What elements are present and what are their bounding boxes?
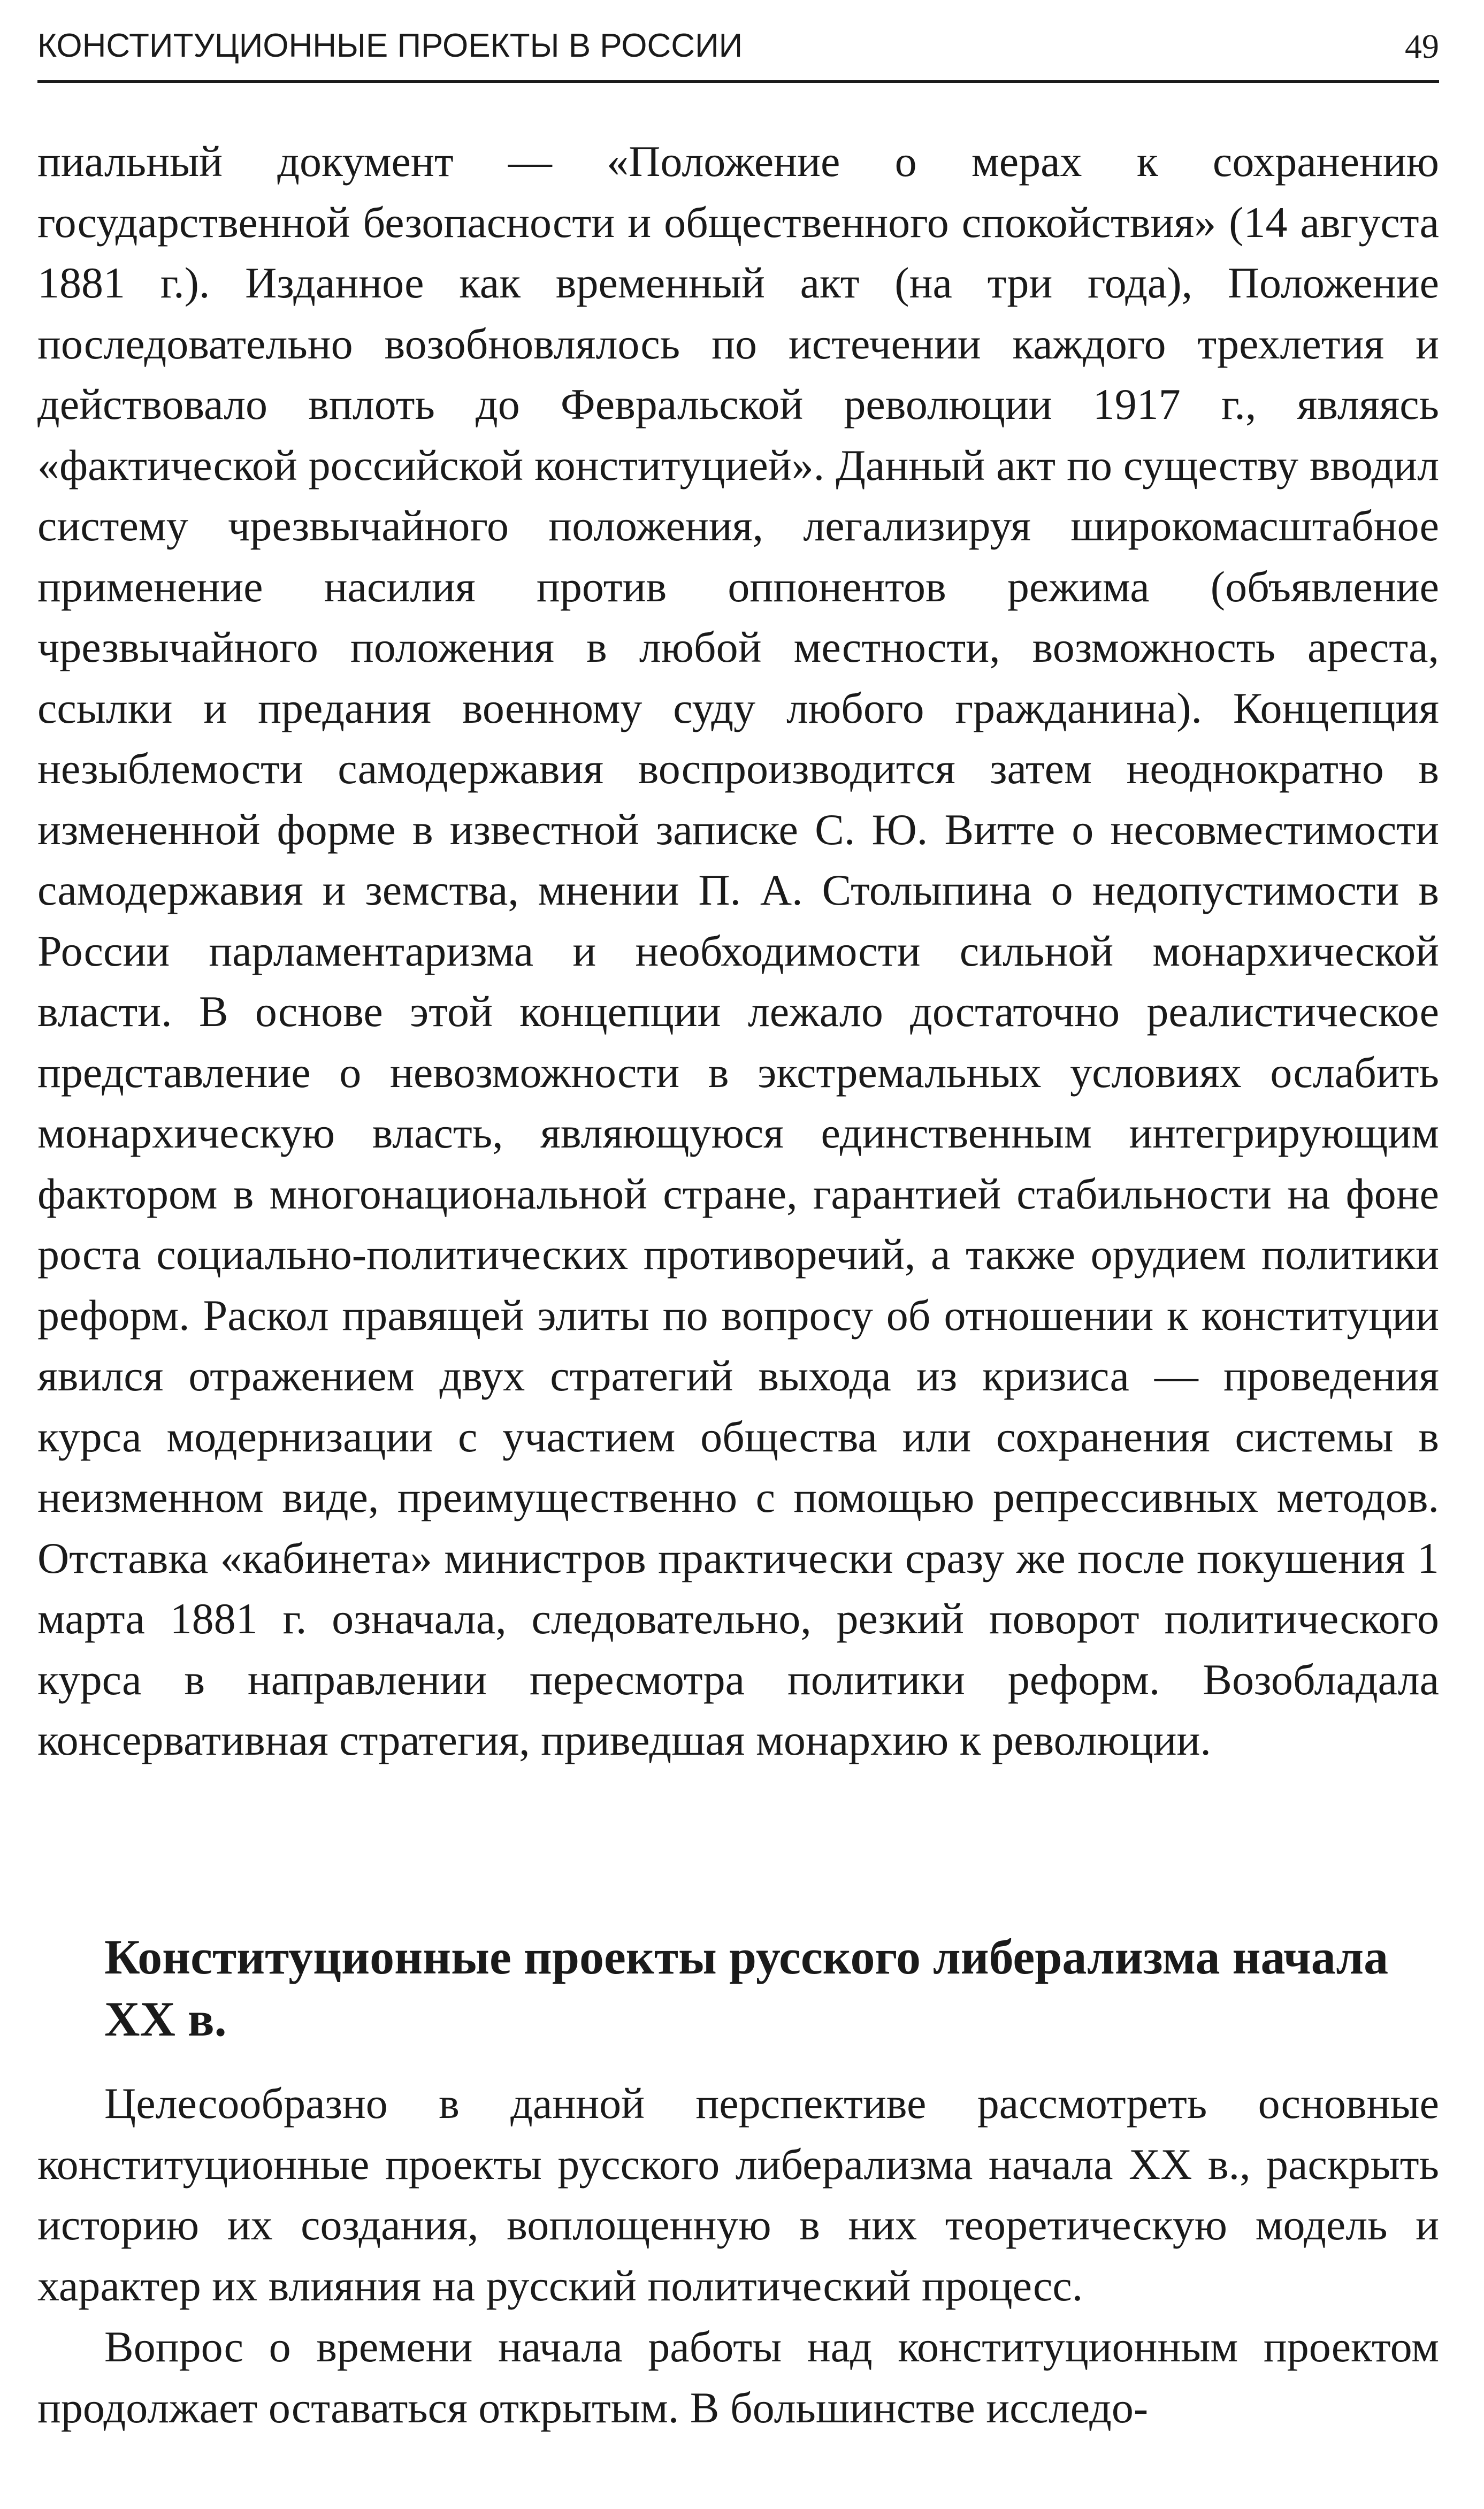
- body-paragraph-1: пиальный документ — «Положение о мерах к сохранению государственной безопасности и общественного спокойствия» (14 августа 1881 г.). Изданное как временный акт (на три года), Положение последовательно возобновлялось по истечении каждого трехлетия и действовало вплоть до Февральской революции 1917 г., являясь «фактической российской конституцией». Данный акт по существу вводил систему чрезвычайного положения, легализируя широкомасштабное применение насилия против оппонентов режима (объявление чрезвычайного положения в любой местности, возможность ареста, ссылки и предания военному суду любого гражданина). Концепция незыблемости самодержавия воспроизводится затем неоднократно в измененной форме в известной записке С. Ю. Витте о несовместимости самодержавия и земства, мнении П. А. Столыпина о недопустимости в России парламентаризма и необходимости сильной монархической власти. В основе этой концепции лежало достаточно реалистическое представление о невозможности в экстремальных условиях ослабить монархическую власть, являющуюся единственным интегрирующим фактором в многонациональной стране, гарантией стабильности на фоне роста социально-политических противоречий, а также орудием политики реформ. Раскол правящей элиты по вопросу об отношении к конституции явился отражением двух стратегий выхода из кризиса — проведения курса модернизации с участием общества или сохранения системы в неизменном виде, преимущественно с помощью репрессивных методов. Отставка «кабинета» министров практически сразу же после покушения 1 марта 1881 г. означала, следовательно, резкий поворот политического курса в направлении пересмотра политики реформ. Возобладала консервативная стратегия, приведшая монархию к революции.: [37, 137, 1439, 1764]
- running-header: [37, 17, 1439, 83]
- body-paragraph-3: Вопрос о времени начала работы над конституционным проектом продолжает оставаться открытым. В большинстве исследо-: [37, 2322, 1439, 2432]
- section-heading: Конституционные проекты русского либерализма начала XX в.: [104, 1930, 1389, 2046]
- running-title: КОНСТИТУЦИОННЫЕ ПРОЕКТЫ В РОССИИ: [37, 27, 743, 64]
- page-number: 49: [1405, 27, 1439, 65]
- body-paragraph-2: Целесообразно в данной перспективе рассмотреть основные конституционные проекты русского либерализма начала XX в., раскрыть историю их создания, воплощенную в них теоретическую модель и характер их влияния на русский политический процесс.: [37, 2079, 1440, 2310]
